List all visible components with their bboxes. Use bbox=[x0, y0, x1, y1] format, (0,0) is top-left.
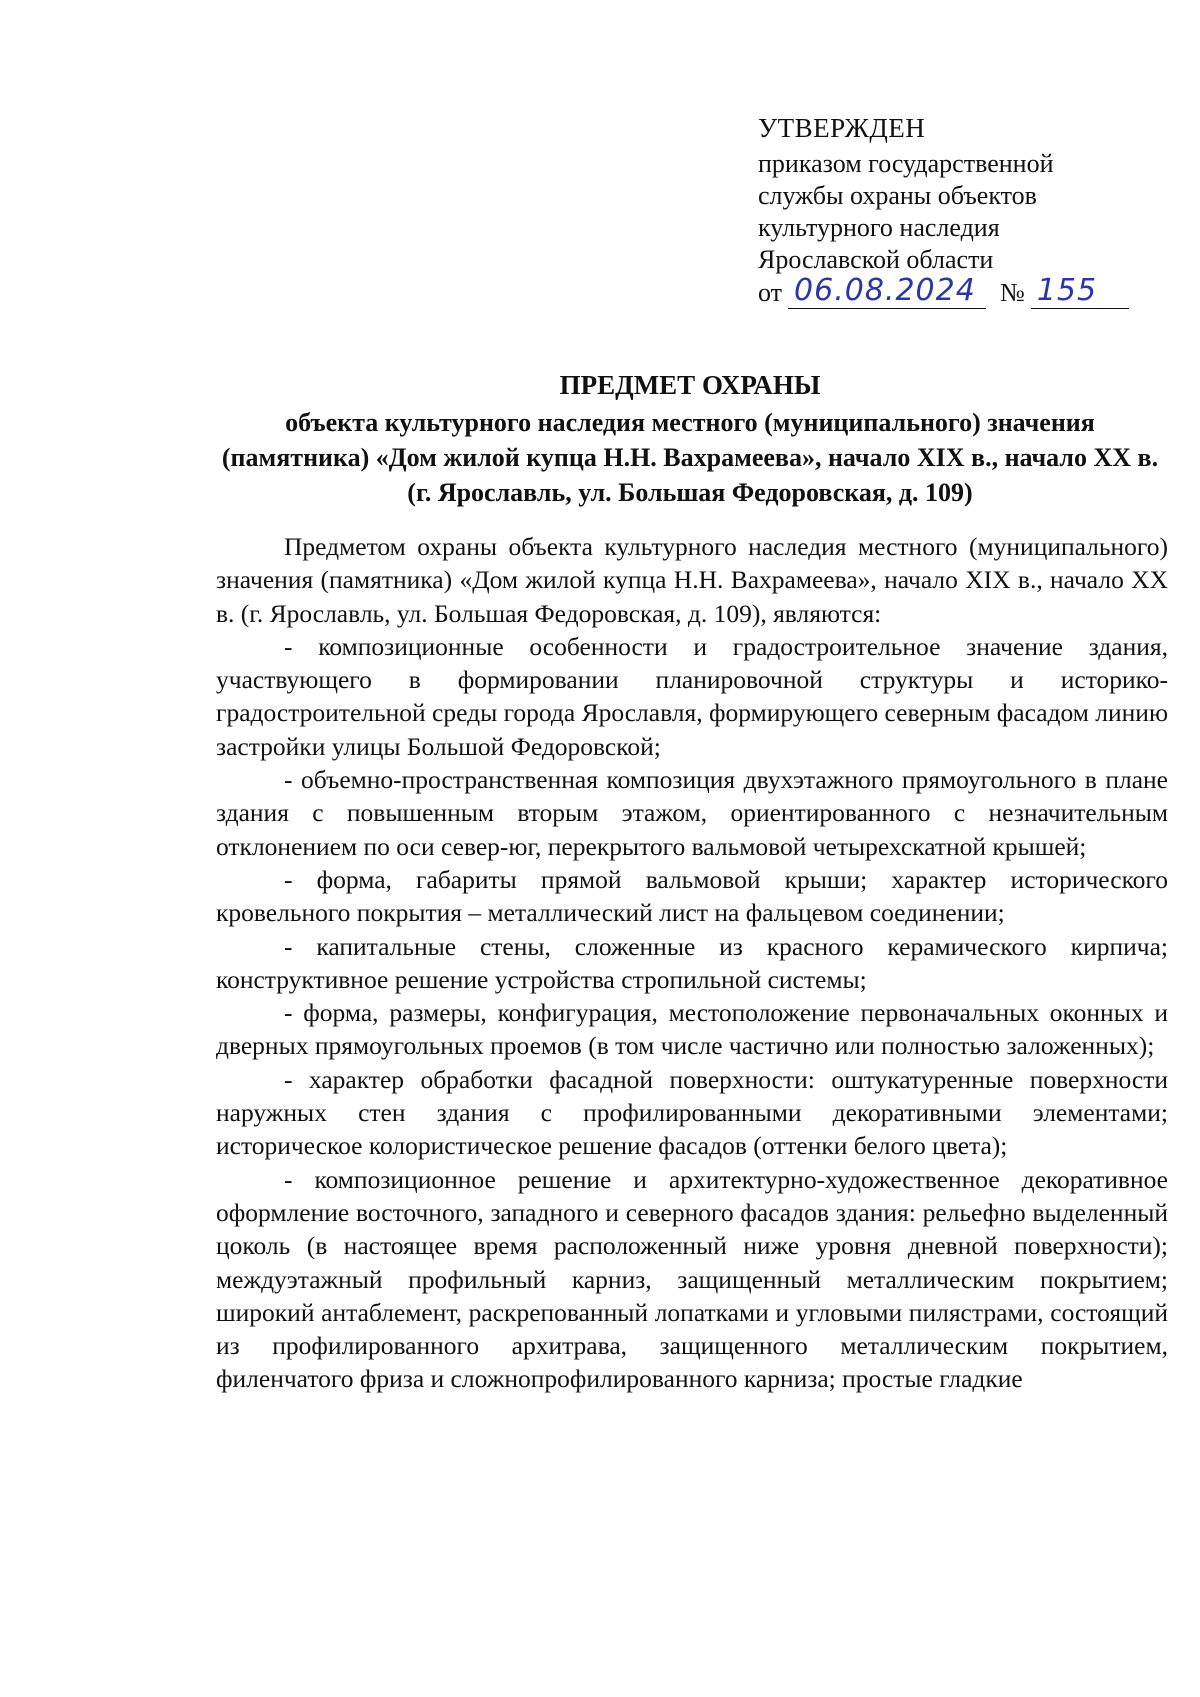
handwritten-date: 06.08.2024 bbox=[794, 273, 976, 308]
approval-line: Ярославской области bbox=[758, 245, 994, 274]
intro-paragraph: Предметом охраны объекта культурного наследия местного (муниципального) значения (памятника) «Дом жилой купца Н.Н. Вахрамеева», начало XIX в., начало XX в. (г. Ярославль, ул. Большая Федоровская, д. 109), являются: bbox=[216, 532, 1168, 628]
approval-line: приказом государственной bbox=[758, 149, 1054, 178]
from-label: от bbox=[758, 278, 783, 307]
order-date-number-row bbox=[758, 273, 1158, 309]
list-item: - композиционное решение и архитектурно-художественное декоративное оформление восточного, западного и северного фасадов здания: рельефно выделенный цоколь (в настоящее время расположенный ниже уровня дневной поверхности); междуэтажный профильный карниз, защищенный металлическим покрытием; широкий антаблемент, раскрепованный лопатками и угловыми пилястрами, состоящий из профилированного архитрава, защищенного металлическим покрытием, филенчатого фриза и сложнопрофилированного карниза; простые гладкие bbox=[216, 1164, 1168, 1394]
approval-line: культурного наследия bbox=[758, 213, 1000, 242]
list-item: - характер обработки фасадной поверхности: оштукатуренные поверхности наружных стен здания с профилированными декоративными элементами; историческое колористическое решение фасадов (оттенки белого цвета); bbox=[216, 1064, 1168, 1161]
list-item: - композиционные особенности и градостроительное значение здания, участвующего в формировании планировочной структуры и историко-градостроительной среды города Ярославля, формирующего северным фасадом линию застройки улицы Большой Федоровской; bbox=[216, 631, 1168, 761]
document-heading bbox=[210, 368, 1170, 510]
date-field bbox=[788, 273, 986, 309]
list-item: - форма, размеры, конфигурация, местоположение первоначальных оконных и дверных прямоугольных проемов (в том числе частично или полностью заложенных); bbox=[216, 998, 1168, 1061]
document-title: ПРЕДМЕТ ОХРАНЫ bbox=[559, 370, 821, 400]
approval-title: УТВЕРЖДЕН bbox=[758, 113, 926, 143]
approval-line: службы охраны объектов bbox=[758, 181, 1037, 210]
list-item: - объемно-пространственная композиция двухэтажного прямоугольного в плане здания с повышенным вторым этажом, ориентированного с незначительным отклонением по оси север-юг, перекрытого вальмовой четырехскатной крышей; bbox=[216, 765, 1168, 861]
document-body bbox=[216, 530, 1168, 1396]
list-item: - форма, габариты прямой вальмовой крыши; характер исторического кровельного покрытия – металлический лист на фальцевом соединении; bbox=[216, 864, 1168, 928]
approval-stamp-block bbox=[758, 112, 1158, 309]
list-item: - капитальные стены, сложенные из красного керамического кирпича; конструктивное решение устройства стропильной системы; bbox=[216, 931, 1168, 994]
document-subtitle: объекта культурного наследия местного (муниципального) значения (памятника) «Дом жилой купца Н.Н. Вахрамеева», начало XIX в., начало XX в. (г. Ярославль, ул. Большая Федоровская, д. 109) bbox=[221, 408, 1159, 507]
number-field bbox=[1031, 273, 1129, 309]
handwritten-number: 155 bbox=[1036, 273, 1098, 308]
number-sign: № bbox=[1000, 278, 1025, 307]
